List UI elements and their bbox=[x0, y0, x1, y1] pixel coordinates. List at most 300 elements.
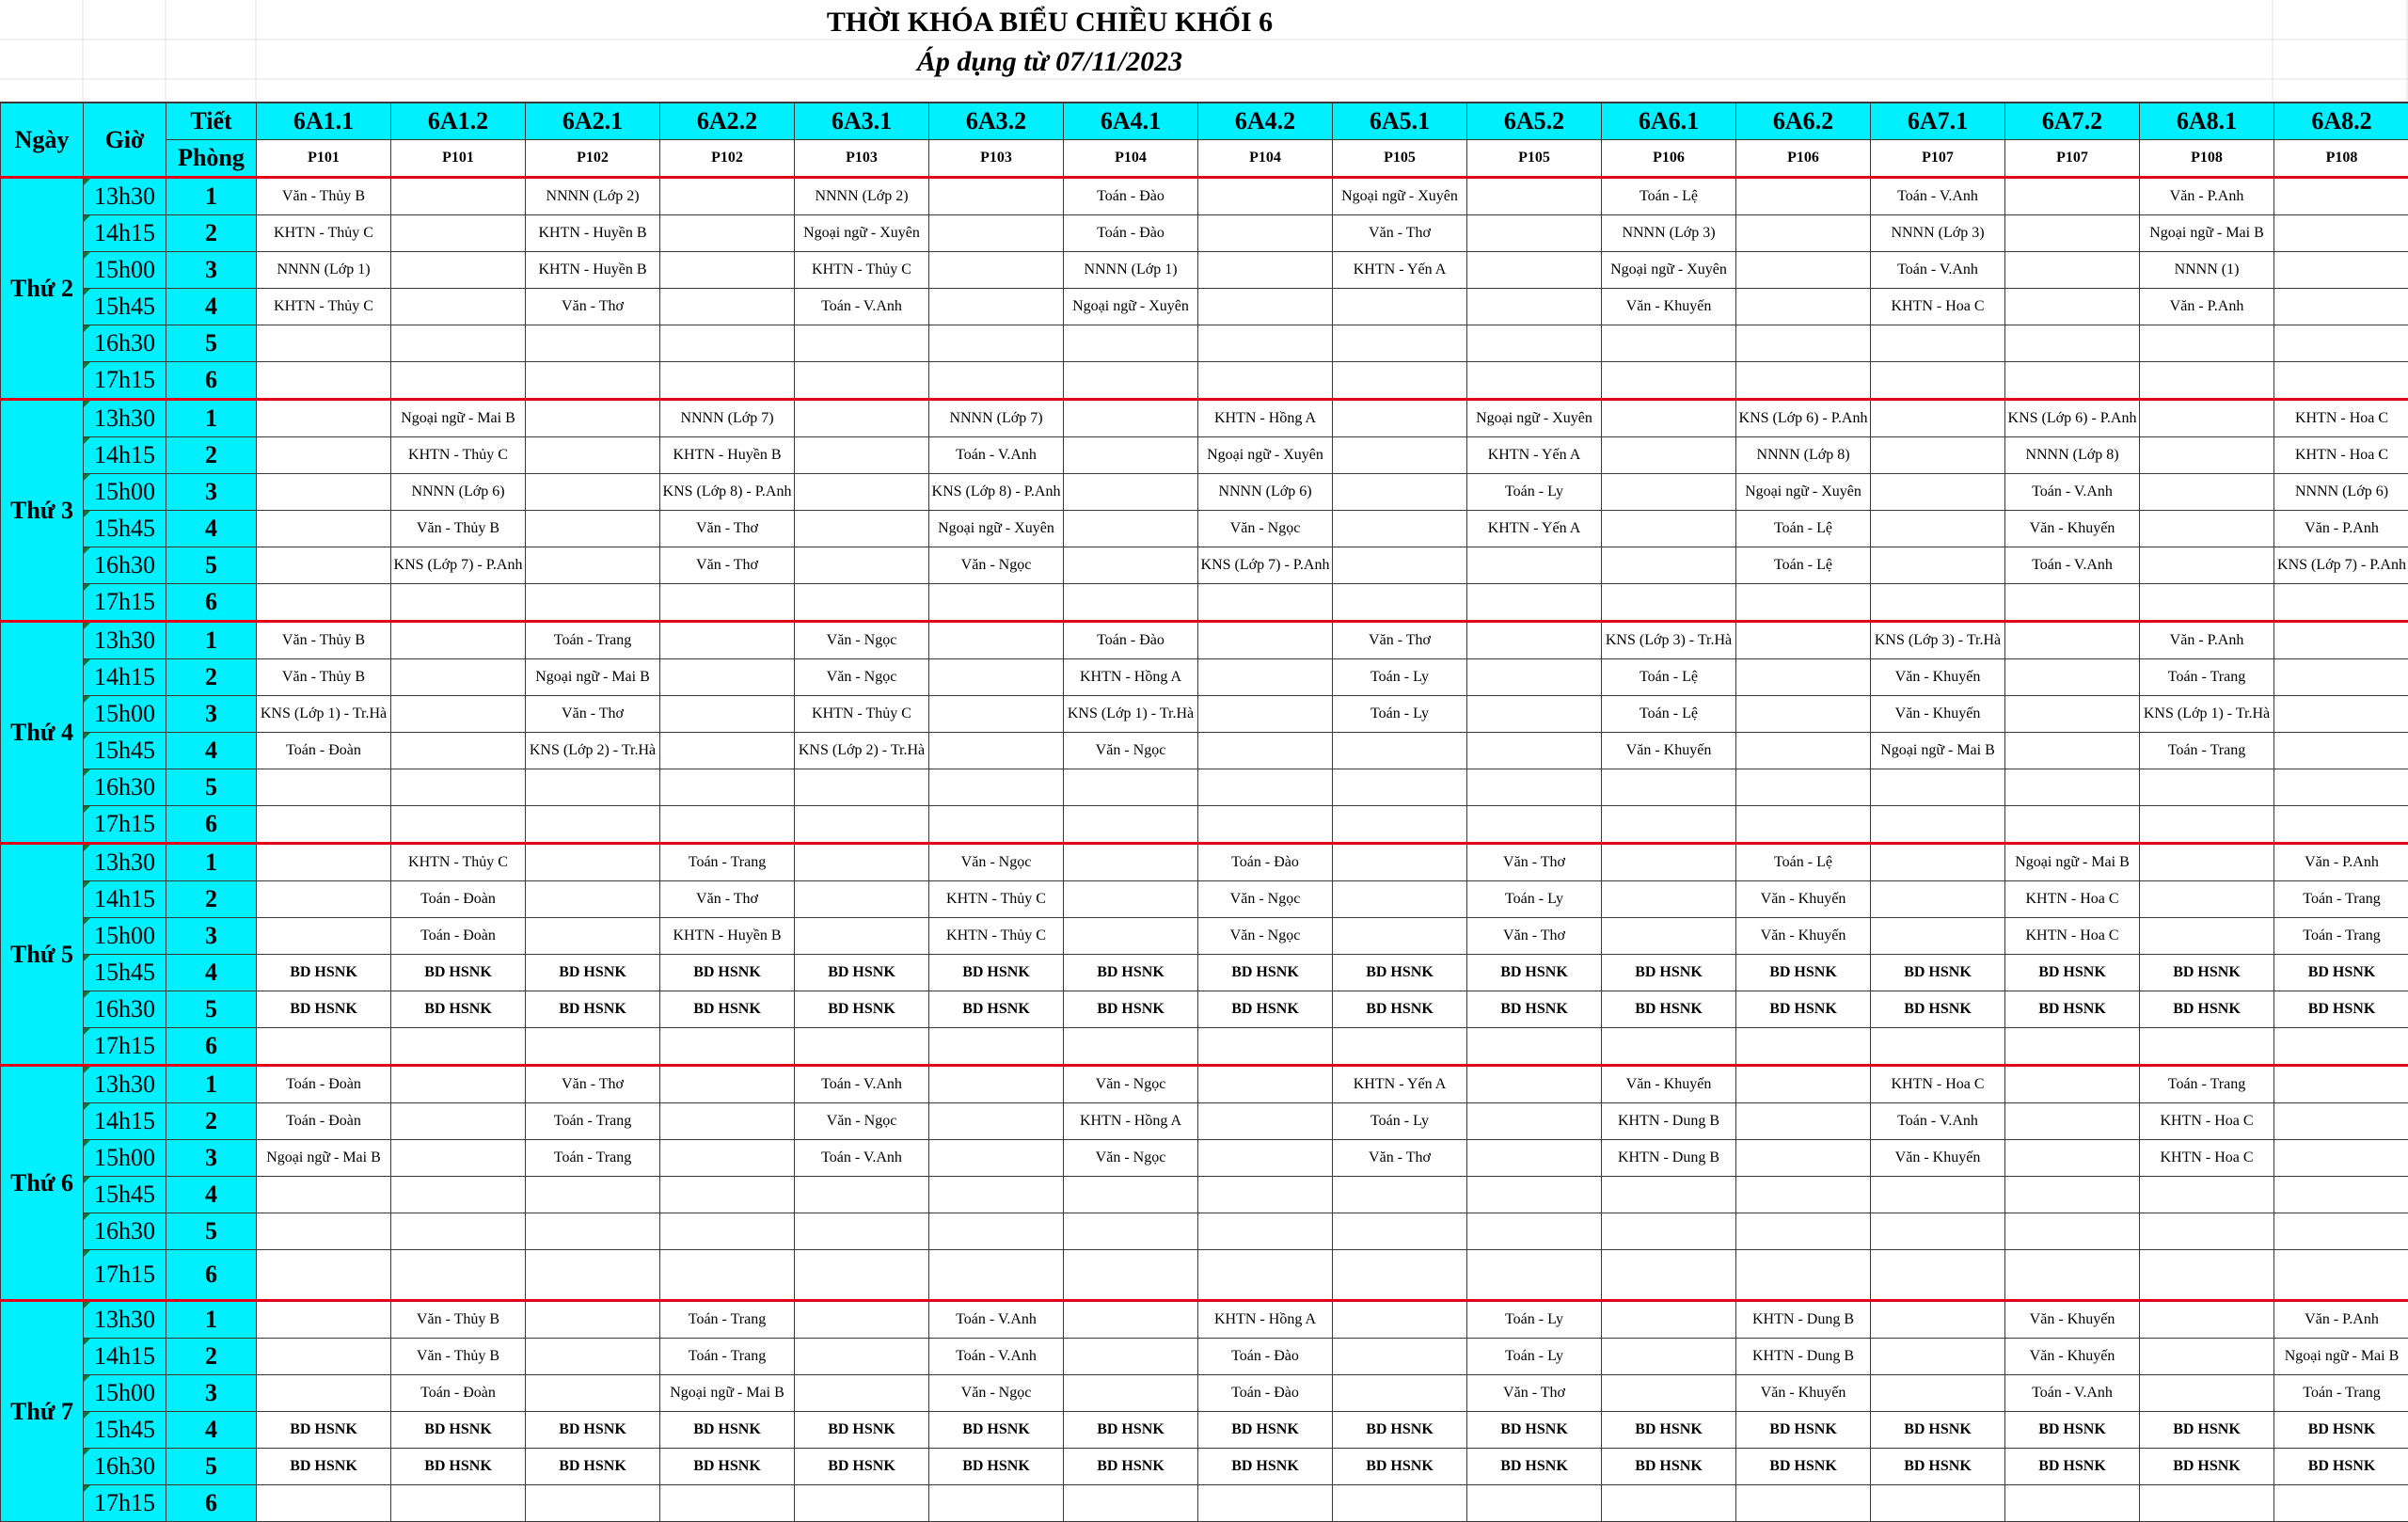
schedule-cell[interactable] bbox=[1198, 1177, 1333, 1213]
schedule-cell[interactable]: KHTN - Thủy C bbox=[929, 918, 1064, 955]
schedule-cell[interactable] bbox=[929, 1485, 1064, 1522]
schedule-cell[interactable] bbox=[795, 1301, 929, 1339]
schedule-cell[interactable] bbox=[1602, 918, 1736, 955]
schedule-cell[interactable] bbox=[1064, 918, 1198, 955]
schedule-cell[interactable]: BD HSNK bbox=[660, 991, 795, 1028]
schedule-cell[interactable]: BD HSNK bbox=[2005, 1412, 2140, 1449]
schedule-cell[interactable]: BD HSNK bbox=[2140, 955, 2274, 991]
schedule-cell[interactable]: Văn - P.Anh bbox=[2274, 844, 2408, 881]
schedule-cell[interactable]: Toán - Trang bbox=[2274, 881, 2408, 918]
schedule-cell[interactable]: BD HSNK bbox=[929, 991, 1064, 1028]
schedule-cell[interactable]: NNNN (Lớp 1) bbox=[1064, 252, 1198, 289]
schedule-cell[interactable]: KHTN - Huyền B bbox=[526, 215, 660, 252]
schedule-cell[interactable]: BD HSNK bbox=[1198, 991, 1333, 1028]
schedule-cell[interactable] bbox=[1602, 1028, 1736, 1066]
schedule-cell[interactable] bbox=[526, 547, 660, 584]
schedule-cell[interactable] bbox=[1736, 1250, 1871, 1301]
schedule-cell[interactable]: Văn - Ngọc bbox=[1198, 881, 1333, 918]
schedule-cell[interactable]: Văn - Khuyến bbox=[2005, 1301, 2140, 1339]
schedule-cell[interactable] bbox=[1871, 1301, 2005, 1339]
schedule-cell[interactable]: Toán - V.Anh bbox=[1871, 178, 2005, 215]
schedule-cell[interactable]: KHTN - Dung B bbox=[1736, 1301, 1871, 1339]
schedule-cell[interactable] bbox=[1333, 437, 1467, 474]
schedule-cell[interactable] bbox=[795, 844, 929, 881]
schedule-cell[interactable] bbox=[257, 511, 391, 547]
schedule-cell[interactable] bbox=[1198, 1140, 1333, 1177]
schedule-cell[interactable]: Văn - Khuyến bbox=[1602, 1066, 1736, 1103]
schedule-cell[interactable]: Văn - P.Anh bbox=[2140, 622, 2274, 659]
schedule-cell[interactable]: Ngoại ngữ - Xuyên bbox=[929, 511, 1064, 547]
schedule-cell[interactable]: Ngoại ngữ - Mai B bbox=[391, 400, 526, 437]
schedule-cell[interactable]: KHTN - Thủy C bbox=[795, 252, 929, 289]
schedule-cell[interactable]: Toán - Lệ bbox=[1602, 659, 1736, 696]
schedule-cell[interactable]: BD HSNK bbox=[1871, 955, 2005, 991]
schedule-cell[interactable]: Toán - Đào bbox=[1064, 622, 1198, 659]
schedule-cell[interactable] bbox=[257, 547, 391, 584]
schedule-cell[interactable] bbox=[1198, 1250, 1333, 1301]
schedule-cell[interactable]: Văn - Ngọc bbox=[1064, 1066, 1198, 1103]
schedule-cell[interactable] bbox=[2140, 881, 2274, 918]
schedule-cell[interactable] bbox=[1871, 806, 2005, 844]
schedule-cell[interactable] bbox=[2140, 1028, 2274, 1066]
schedule-cell[interactable]: Toán - Lệ bbox=[1736, 511, 1871, 547]
schedule-cell[interactable] bbox=[391, 1250, 526, 1301]
schedule-cell[interactable] bbox=[2140, 806, 2274, 844]
schedule-cell[interactable] bbox=[660, 584, 795, 622]
schedule-cell[interactable]: BD HSNK bbox=[526, 1449, 660, 1485]
schedule-cell[interactable] bbox=[526, 1250, 660, 1301]
schedule-cell[interactable]: KHTN - Hoa C bbox=[2140, 1103, 2274, 1140]
schedule-cell[interactable]: BD HSNK bbox=[1064, 991, 1198, 1028]
schedule-cell[interactable] bbox=[660, 362, 795, 400]
schedule-cell[interactable]: Toán - Trang bbox=[2274, 918, 2408, 955]
schedule-cell[interactable] bbox=[1736, 252, 1871, 289]
schedule-cell[interactable]: Toán - Ly bbox=[1333, 1103, 1467, 1140]
schedule-cell[interactable] bbox=[795, 806, 929, 844]
schedule-cell[interactable]: KHTN - Huyền B bbox=[660, 918, 795, 955]
schedule-cell[interactable] bbox=[1333, 1375, 1467, 1412]
schedule-cell[interactable] bbox=[1333, 881, 1467, 918]
schedule-cell[interactable] bbox=[929, 1250, 1064, 1301]
schedule-cell[interactable] bbox=[1198, 362, 1333, 400]
schedule-cell[interactable] bbox=[526, 474, 660, 511]
schedule-cell[interactable] bbox=[1467, 696, 1602, 733]
schedule-cell[interactable] bbox=[391, 1103, 526, 1140]
schedule-cell[interactable]: BD HSNK bbox=[795, 991, 929, 1028]
schedule-cell[interactable] bbox=[1198, 696, 1333, 733]
schedule-cell[interactable] bbox=[526, 437, 660, 474]
schedule-cell[interactable]: KHTN - Thủy C bbox=[391, 437, 526, 474]
schedule-cell[interactable] bbox=[1602, 1485, 1736, 1522]
schedule-cell[interactable]: KNS (Lớp 8) - P.Anh bbox=[929, 474, 1064, 511]
schedule-cell[interactable] bbox=[1736, 769, 1871, 806]
schedule-cell[interactable] bbox=[2140, 1177, 2274, 1213]
schedule-cell[interactable] bbox=[660, 806, 795, 844]
schedule-cell[interactable]: Toán - V.Anh bbox=[2005, 547, 2140, 584]
schedule-cell[interactable] bbox=[2005, 362, 2140, 400]
schedule-cell[interactable] bbox=[391, 1213, 526, 1250]
schedule-cell[interactable] bbox=[2140, 400, 2274, 437]
schedule-cell[interactable] bbox=[257, 1301, 391, 1339]
schedule-cell[interactable] bbox=[2274, 733, 2408, 769]
schedule-cell[interactable] bbox=[1198, 1213, 1333, 1250]
schedule-cell[interactable] bbox=[1602, 1213, 1736, 1250]
schedule-cell[interactable] bbox=[1064, 1177, 1198, 1213]
schedule-cell[interactable]: KHTN - Huyền B bbox=[526, 252, 660, 289]
schedule-cell[interactable]: Toán - Trang bbox=[660, 1301, 795, 1339]
schedule-cell[interactable] bbox=[929, 325, 1064, 362]
schedule-cell[interactable] bbox=[1736, 659, 1871, 696]
schedule-cell[interactable] bbox=[526, 806, 660, 844]
schedule-cell[interactable]: KHTN - Dung B bbox=[1602, 1103, 1736, 1140]
schedule-cell[interactable]: Ngoại ngữ - Mai B bbox=[660, 1375, 795, 1412]
schedule-cell[interactable]: Toán - Trang bbox=[660, 844, 795, 881]
schedule-cell[interactable]: Toán - Trang bbox=[2140, 733, 2274, 769]
schedule-cell[interactable]: BD HSNK bbox=[1602, 1412, 1736, 1449]
schedule-cell[interactable]: KHTN - Hoa C bbox=[2274, 400, 2408, 437]
schedule-cell[interactable] bbox=[1736, 622, 1871, 659]
schedule-cell[interactable] bbox=[2274, 584, 2408, 622]
schedule-cell[interactable] bbox=[1467, 215, 1602, 252]
schedule-cell[interactable] bbox=[1198, 1028, 1333, 1066]
schedule-cell[interactable]: KNS (Lớp 3) - Tr.Hà bbox=[1871, 622, 2005, 659]
schedule-cell[interactable]: BD HSNK bbox=[526, 1412, 660, 1449]
schedule-cell[interactable]: BD HSNK bbox=[257, 955, 391, 991]
schedule-cell[interactable]: Ngoại ngữ - Mai B bbox=[1871, 733, 2005, 769]
schedule-cell[interactable]: NNNN (Lớp 8) bbox=[2005, 437, 2140, 474]
schedule-cell[interactable] bbox=[391, 584, 526, 622]
schedule-cell[interactable] bbox=[929, 769, 1064, 806]
schedule-cell[interactable]: Toán - Đào bbox=[1198, 1375, 1333, 1412]
schedule-cell[interactable] bbox=[257, 362, 391, 400]
schedule-cell[interactable]: Ngoại ngữ - Xuyên bbox=[1467, 400, 1602, 437]
schedule-cell[interactable] bbox=[929, 1103, 1064, 1140]
schedule-cell[interactable]: Ngoại ngữ - Xuyên bbox=[1736, 474, 1871, 511]
schedule-cell[interactable]: Toán - Ly bbox=[1467, 474, 1602, 511]
schedule-cell[interactable]: BD HSNK bbox=[257, 991, 391, 1028]
schedule-cell[interactable] bbox=[1198, 289, 1333, 325]
schedule-cell[interactable]: BD HSNK bbox=[1602, 955, 1736, 991]
schedule-cell[interactable] bbox=[929, 1140, 1064, 1177]
schedule-cell[interactable] bbox=[1736, 696, 1871, 733]
schedule-cell[interactable] bbox=[1333, 362, 1467, 400]
schedule-cell[interactable] bbox=[1871, 1177, 2005, 1213]
schedule-cell[interactable] bbox=[795, 1375, 929, 1412]
schedule-cell[interactable]: BD HSNK bbox=[391, 991, 526, 1028]
schedule-cell[interactable]: Văn - Khuyến bbox=[1602, 289, 1736, 325]
schedule-cell[interactable] bbox=[1467, 1177, 1602, 1213]
schedule-cell[interactable] bbox=[929, 1028, 1064, 1066]
schedule-cell[interactable]: KNS (Lớp 1) - Tr.Hà bbox=[2140, 696, 2274, 733]
schedule-cell[interactable] bbox=[2140, 474, 2274, 511]
schedule-cell[interactable]: Văn - Thơ bbox=[660, 881, 795, 918]
schedule-cell[interactable] bbox=[391, 1177, 526, 1213]
schedule-cell[interactable]: BD HSNK bbox=[929, 1449, 1064, 1485]
schedule-cell[interactable] bbox=[660, 215, 795, 252]
schedule-cell[interactable] bbox=[2274, 622, 2408, 659]
schedule-cell[interactable]: Ngoại ngữ - Mai B bbox=[2274, 1339, 2408, 1375]
schedule-cell[interactable]: Ngoại ngữ - Mai B bbox=[2140, 215, 2274, 252]
schedule-cell[interactable] bbox=[2005, 178, 2140, 215]
schedule-cell[interactable]: BD HSNK bbox=[1333, 955, 1467, 991]
schedule-cell[interactable]: Toán - Trang bbox=[526, 1140, 660, 1177]
schedule-cell[interactable]: KHTN - Thủy C bbox=[257, 215, 391, 252]
schedule-cell[interactable] bbox=[1736, 1140, 1871, 1177]
schedule-cell[interactable]: NNNN (Lớp 6) bbox=[391, 474, 526, 511]
schedule-cell[interactable]: KHTN - Hoa C bbox=[2274, 437, 2408, 474]
schedule-cell[interactable] bbox=[1736, 325, 1871, 362]
schedule-cell[interactable]: BD HSNK bbox=[391, 1449, 526, 1485]
schedule-cell[interactable] bbox=[391, 325, 526, 362]
schedule-cell[interactable] bbox=[2140, 918, 2274, 955]
schedule-cell[interactable]: KHTN - Hoa C bbox=[2005, 918, 2140, 955]
schedule-cell[interactable]: Văn - Thủy B bbox=[257, 659, 391, 696]
schedule-cell[interactable] bbox=[526, 400, 660, 437]
schedule-cell[interactable] bbox=[660, 1250, 795, 1301]
schedule-cell[interactable] bbox=[2140, 769, 2274, 806]
schedule-cell[interactable]: Ngoại ngữ - Xuyên bbox=[1602, 252, 1736, 289]
schedule-cell[interactable]: Toán - Ly bbox=[1467, 1339, 1602, 1375]
schedule-cell[interactable] bbox=[391, 252, 526, 289]
schedule-cell[interactable] bbox=[391, 622, 526, 659]
schedule-cell[interactable] bbox=[1198, 178, 1333, 215]
schedule-cell[interactable] bbox=[1198, 1485, 1333, 1522]
schedule-cell[interactable]: NNNN (Lớp 7) bbox=[660, 400, 795, 437]
schedule-cell[interactable] bbox=[2005, 769, 2140, 806]
schedule-cell[interactable]: Toán - V.Anh bbox=[795, 289, 929, 325]
schedule-cell[interactable] bbox=[1467, 769, 1602, 806]
schedule-cell[interactable] bbox=[1602, 362, 1736, 400]
schedule-cell[interactable]: Toán - V.Anh bbox=[795, 1140, 929, 1177]
schedule-cell[interactable]: Toán - Trang bbox=[2274, 1375, 2408, 1412]
schedule-cell[interactable] bbox=[1871, 881, 2005, 918]
schedule-cell[interactable]: KHTN - Thủy C bbox=[929, 881, 1064, 918]
schedule-cell[interactable] bbox=[257, 1177, 391, 1213]
schedule-cell[interactable]: Văn - Ngọc bbox=[1064, 733, 1198, 769]
schedule-cell[interactable] bbox=[1467, 1103, 1602, 1140]
schedule-cell[interactable] bbox=[257, 437, 391, 474]
schedule-cell[interactable] bbox=[660, 289, 795, 325]
schedule-cell[interactable] bbox=[929, 1213, 1064, 1250]
schedule-cell[interactable]: Văn - Thủy B bbox=[391, 1301, 526, 1339]
schedule-cell[interactable]: Toán - Trang bbox=[526, 1103, 660, 1140]
schedule-cell[interactable]: BD HSNK bbox=[526, 955, 660, 991]
schedule-cell[interactable] bbox=[1602, 881, 1736, 918]
schedule-cell[interactable]: Văn - Khuyến bbox=[1736, 881, 1871, 918]
schedule-cell[interactable] bbox=[1736, 1028, 1871, 1066]
schedule-cell[interactable] bbox=[929, 622, 1064, 659]
schedule-cell[interactable] bbox=[2005, 659, 2140, 696]
schedule-cell[interactable] bbox=[929, 252, 1064, 289]
schedule-cell[interactable] bbox=[2274, 659, 2408, 696]
schedule-cell[interactable]: Toán - Ly bbox=[1467, 1301, 1602, 1339]
schedule-cell[interactable]: KHTN - Dung B bbox=[1602, 1140, 1736, 1177]
schedule-cell[interactable] bbox=[2274, 806, 2408, 844]
schedule-cell[interactable] bbox=[1198, 1103, 1333, 1140]
schedule-cell[interactable]: BD HSNK bbox=[257, 1449, 391, 1485]
schedule-cell[interactable] bbox=[1064, 769, 1198, 806]
schedule-cell[interactable]: BD HSNK bbox=[2274, 1449, 2408, 1485]
schedule-cell[interactable] bbox=[929, 289, 1064, 325]
schedule-cell[interactable] bbox=[526, 1375, 660, 1412]
schedule-cell[interactable] bbox=[1064, 881, 1198, 918]
schedule-cell[interactable] bbox=[1871, 1375, 2005, 1412]
schedule-cell[interactable]: KHTN - Yến A bbox=[1467, 437, 1602, 474]
schedule-cell[interactable] bbox=[1602, 806, 1736, 844]
schedule-cell[interactable] bbox=[660, 659, 795, 696]
schedule-cell[interactable] bbox=[1871, 1213, 2005, 1250]
schedule-cell[interactable]: Toán - V.Anh bbox=[2005, 474, 2140, 511]
schedule-cell[interactable] bbox=[1467, 1250, 1602, 1301]
schedule-cell[interactable] bbox=[391, 362, 526, 400]
schedule-cell[interactable] bbox=[2005, 622, 2140, 659]
schedule-cell[interactable] bbox=[1333, 400, 1467, 437]
schedule-cell[interactable]: Toán - Đoàn bbox=[257, 733, 391, 769]
schedule-cell[interactable]: KHTN - Yến A bbox=[1333, 1066, 1467, 1103]
schedule-cell[interactable] bbox=[795, 584, 929, 622]
schedule-cell[interactable]: KNS (Lớp 2) - Tr.Hà bbox=[795, 733, 929, 769]
schedule-cell[interactable] bbox=[2005, 584, 2140, 622]
schedule-cell[interactable] bbox=[2140, 844, 2274, 881]
schedule-cell[interactable]: BD HSNK bbox=[1871, 1412, 2005, 1449]
schedule-cell[interactable] bbox=[391, 1066, 526, 1103]
schedule-cell[interactable]: BD HSNK bbox=[1602, 991, 1736, 1028]
schedule-cell[interactable]: Văn - Ngọc bbox=[795, 659, 929, 696]
schedule-cell[interactable] bbox=[1602, 769, 1736, 806]
schedule-cell[interactable]: NNNN (1) bbox=[2140, 252, 2274, 289]
schedule-cell[interactable]: KHTN - Hoa C bbox=[2140, 1140, 2274, 1177]
schedule-cell[interactable] bbox=[2140, 1375, 2274, 1412]
schedule-cell[interactable] bbox=[257, 474, 391, 511]
schedule-cell[interactable] bbox=[1064, 1213, 1198, 1250]
schedule-cell[interactable] bbox=[795, 474, 929, 511]
schedule-cell[interactable] bbox=[2274, 362, 2408, 400]
schedule-cell[interactable] bbox=[2274, 1213, 2408, 1250]
schedule-cell[interactable] bbox=[526, 362, 660, 400]
schedule-cell[interactable] bbox=[1736, 289, 1871, 325]
schedule-cell[interactable]: BD HSNK bbox=[526, 991, 660, 1028]
schedule-cell[interactable] bbox=[1467, 733, 1602, 769]
schedule-cell[interactable] bbox=[1333, 584, 1467, 622]
schedule-cell[interactable] bbox=[526, 1301, 660, 1339]
schedule-cell[interactable] bbox=[526, 1339, 660, 1375]
schedule-cell[interactable]: Ngoại ngữ - Mai B bbox=[2005, 844, 2140, 881]
schedule-cell[interactable] bbox=[257, 769, 391, 806]
schedule-cell[interactable] bbox=[2140, 1301, 2274, 1339]
schedule-cell[interactable] bbox=[660, 325, 795, 362]
schedule-cell[interactable]: Toán - V.Anh bbox=[1871, 252, 2005, 289]
schedule-cell[interactable] bbox=[1333, 1177, 1467, 1213]
schedule-cell[interactable]: Toán - Đoàn bbox=[391, 881, 526, 918]
schedule-cell[interactable] bbox=[1467, 362, 1602, 400]
schedule-cell[interactable] bbox=[257, 1213, 391, 1250]
schedule-cell[interactable]: BD HSNK bbox=[2140, 1412, 2274, 1449]
schedule-cell[interactable] bbox=[660, 178, 795, 215]
schedule-cell[interactable]: BD HSNK bbox=[1064, 955, 1198, 991]
schedule-cell[interactable] bbox=[1871, 437, 2005, 474]
schedule-cell[interactable]: BD HSNK bbox=[257, 1412, 391, 1449]
schedule-cell[interactable]: BD HSNK bbox=[1198, 1449, 1333, 1485]
schedule-cell[interactable] bbox=[1871, 474, 2005, 511]
schedule-cell[interactable]: Toán - Lệ bbox=[1602, 178, 1736, 215]
schedule-cell[interactable] bbox=[1467, 1213, 1602, 1250]
schedule-cell[interactable] bbox=[1467, 547, 1602, 584]
schedule-cell[interactable] bbox=[1333, 844, 1467, 881]
schedule-cell[interactable] bbox=[526, 511, 660, 547]
schedule-cell[interactable] bbox=[1064, 437, 1198, 474]
schedule-cell[interactable] bbox=[1333, 474, 1467, 511]
schedule-cell[interactable] bbox=[2140, 1339, 2274, 1375]
schedule-cell[interactable] bbox=[2274, 769, 2408, 806]
schedule-cell[interactable] bbox=[795, 325, 929, 362]
schedule-cell[interactable] bbox=[1064, 1339, 1198, 1375]
schedule-cell[interactable] bbox=[1467, 289, 1602, 325]
schedule-cell[interactable] bbox=[1064, 1301, 1198, 1339]
schedule-cell[interactable] bbox=[660, 1066, 795, 1103]
schedule-cell[interactable]: KNS (Lớp 7) - P.Anh bbox=[391, 547, 526, 584]
schedule-cell[interactable] bbox=[1467, 1140, 1602, 1177]
schedule-cell[interactable] bbox=[929, 1177, 1064, 1213]
schedule-cell[interactable] bbox=[1333, 289, 1467, 325]
schedule-cell[interactable]: KNS (Lớp 3) - Tr.Hà bbox=[1602, 622, 1736, 659]
schedule-cell[interactable] bbox=[929, 362, 1064, 400]
schedule-cell[interactable] bbox=[257, 325, 391, 362]
schedule-cell[interactable]: Văn - Ngọc bbox=[929, 547, 1064, 584]
schedule-cell[interactable] bbox=[391, 1485, 526, 1522]
schedule-cell[interactable] bbox=[1871, 844, 2005, 881]
schedule-cell[interactable] bbox=[795, 362, 929, 400]
schedule-cell[interactable]: Văn - Ngọc bbox=[1198, 511, 1333, 547]
schedule-cell[interactable] bbox=[2140, 584, 2274, 622]
schedule-cell[interactable]: NNNN (Lớp 8) bbox=[1736, 437, 1871, 474]
schedule-cell[interactable] bbox=[1871, 918, 2005, 955]
schedule-cell[interactable]: BD HSNK bbox=[1736, 955, 1871, 991]
schedule-cell[interactable]: BD HSNK bbox=[660, 1449, 795, 1485]
schedule-cell[interactable] bbox=[1736, 1213, 1871, 1250]
schedule-cell[interactable]: KNS (Lớp 1) - Tr.Hà bbox=[257, 696, 391, 733]
schedule-cell[interactable]: Văn - Khuyến bbox=[1871, 696, 2005, 733]
schedule-cell[interactable]: KNS (Lớp 7) - P.Anh bbox=[1198, 547, 1333, 584]
schedule-cell[interactable] bbox=[795, 1339, 929, 1375]
schedule-cell[interactable] bbox=[660, 1028, 795, 1066]
schedule-cell[interactable] bbox=[2005, 1028, 2140, 1066]
schedule-cell[interactable]: BD HSNK bbox=[1467, 1412, 1602, 1449]
schedule-cell[interactable]: Văn - Thủy B bbox=[391, 511, 526, 547]
schedule-cell[interactable]: KHTN - Hoa C bbox=[1871, 1066, 2005, 1103]
schedule-cell[interactable] bbox=[391, 215, 526, 252]
schedule-cell[interactable]: Toán - Đào bbox=[1064, 215, 1198, 252]
schedule-cell[interactable]: NNNN (Lớp 3) bbox=[1871, 215, 2005, 252]
schedule-cell[interactable] bbox=[1871, 769, 2005, 806]
schedule-cell[interactable] bbox=[660, 1140, 795, 1177]
schedule-cell[interactable] bbox=[1064, 325, 1198, 362]
schedule-cell[interactable]: BD HSNK bbox=[1333, 1412, 1467, 1449]
schedule-cell[interactable] bbox=[257, 584, 391, 622]
schedule-cell[interactable]: Ngoại ngữ - Xuyên bbox=[1333, 178, 1467, 215]
schedule-cell[interactable]: KHTN - Hồng A bbox=[1064, 659, 1198, 696]
schedule-cell[interactable] bbox=[2005, 696, 2140, 733]
schedule-cell[interactable]: BD HSNK bbox=[2140, 1449, 2274, 1485]
schedule-cell[interactable] bbox=[2274, 289, 2408, 325]
schedule-cell[interactable]: BD HSNK bbox=[1333, 1449, 1467, 1485]
schedule-cell[interactable] bbox=[1736, 362, 1871, 400]
schedule-cell[interactable]: Toán - Đào bbox=[1198, 844, 1333, 881]
schedule-cell[interactable]: Văn - Ngọc bbox=[929, 1375, 1064, 1412]
schedule-cell[interactable] bbox=[1871, 325, 2005, 362]
schedule-cell[interactable]: Toán - Trang bbox=[2140, 1066, 2274, 1103]
schedule-cell[interactable]: Toán - V.Anh bbox=[929, 437, 1064, 474]
schedule-cell[interactable] bbox=[2274, 1177, 2408, 1213]
